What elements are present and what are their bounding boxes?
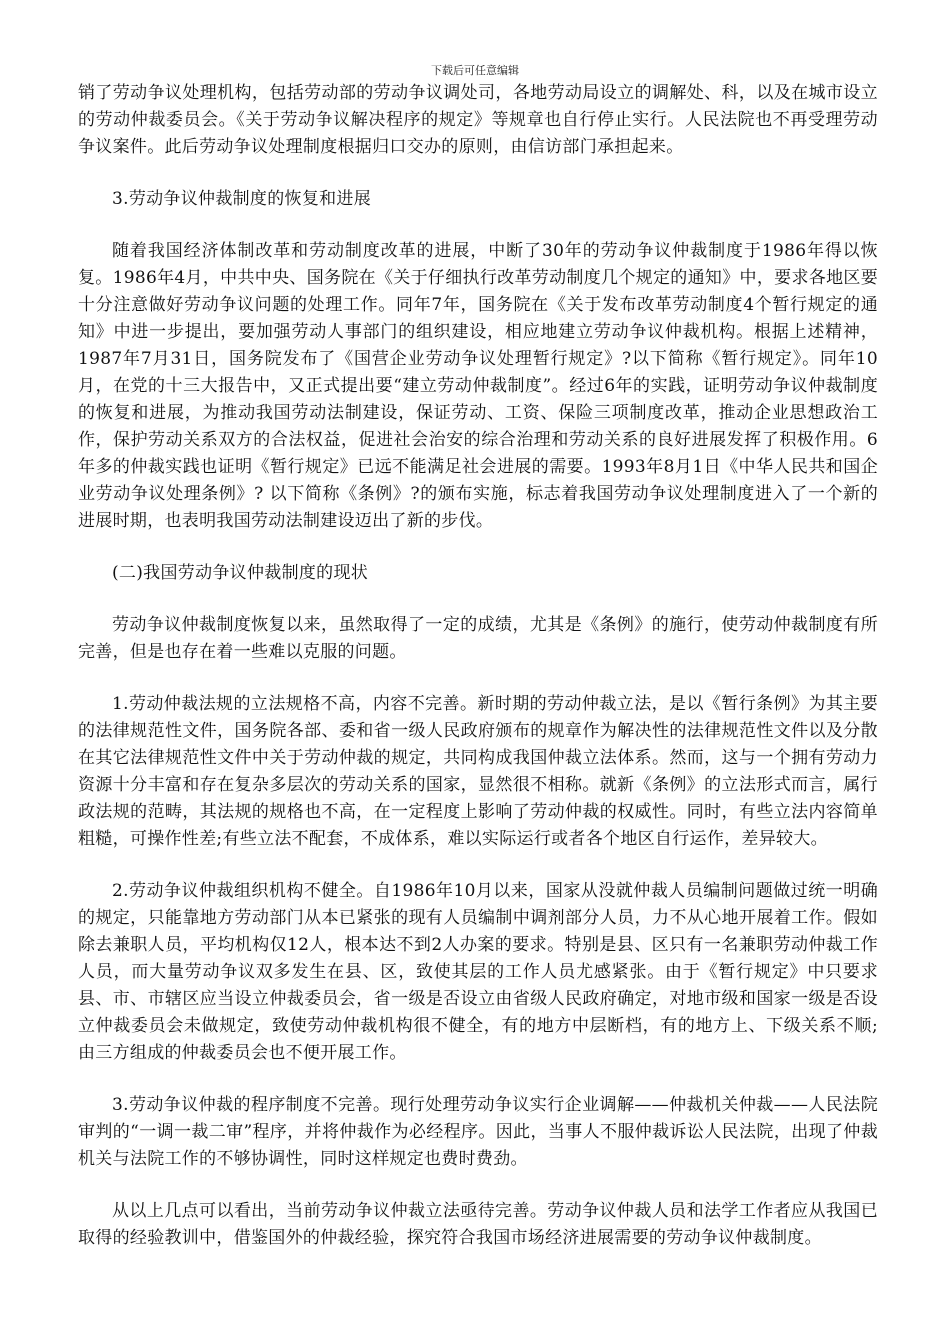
paragraph-conclusion: 从以上几点可以看出，当前劳动争议仲裁立法亟待完善。劳动争议仲裁人员和法学工作者应从我国已取得的经验教训中，借鉴国外的仲裁经验，探究符合我国市场经济进展需要的劳动争议仲裁制度。 (78, 1201, 878, 1248)
document-body (78, 80, 878, 1277)
paragraph-point-2: 2.劳动争议仲裁组织机构不健全。自1986年10月以来，国家从没就仲裁人员编制问题做过统一明确的规定，只能靠地方劳动部门从本已紧张的现有人员编制中调剂部分人员，力不从心地开展着工作。假如除去兼职人员，平均机构仅12人，根本达不到2人办案的要求。特别是县、区只有一名兼职劳动仲裁工作人员，而大量劳动争议双多发生在县、区，致使其层的工作人员尤感紧张。由于《暂行规定》中只要求县、市、市辖区应当设立仲裁委员会，省一级是否设立由省级人民政府确定，对地市级和国家一级是否设立仲裁委员会未做规定，致使劳动仲裁机构很不健全，有的地方中层断档，有的地方上、下级关系不顺;由三方组成的仲裁委员会也不便开展工作。 (78, 881, 878, 1063)
paragraph-point-3: 3.劳动争议仲裁的程序制度不完善。现行处理劳动争议实行企业调解——仲裁机关仲裁——人民法院审判的“一调一裁二审”程序，并将仲裁作为必经程序。因此，当事人不服仲裁诉讼人民法院，出现了仲裁机关与法院工作的不够协调性，同时这样规定也费时费劲。 (78, 1095, 878, 1169)
paragraph-recovery: 随着我国经济体制改革和劳动制度改革的进展，中断了30年的劳动争议仲裁制度于1986年得以恢复。1986年4月，中共中央、国务院在《关于仔细执行改革劳动制度几个规定的通知》中，要求各地区要十分注意做好劳动争议问题的处理工作。同年7年，国务院在《关于发布改革劳动制度4个暂行规定的通知》中进一步提出，要加强劳动人事部门的组织建设，相应地建立劳动争议仲裁机构。根据上述精神，1987年7月31日，国务院发布了《国营企业劳动争议处理暂行规定》?以下简称《暂行规定》。同年10月，在党的十三大报告中，又正式提出要“建立劳动仲裁制度”。经过6年的实践，证明劳动争议仲裁制度的恢复和进展，为推动我国劳动法制建设，保证劳动、工资、保险三项制度改革，推动企业思想政治工作，保护劳动关系双方的合法权益，促进社会治安的综合治理和劳动关系的良好进展发挥了积极作用。6年多的仲裁实践也证明《暂行规定》已远不能满足社会进展的需要。1993年8月1日《中华人民共和国企业劳动争议处理条例》? 以下简称《条例》?的颁布实施，标志着我国劳动争议处理制度进入了一个新的进展时期，也表明我国劳动法制建设迈出了新的步伐。 (78, 241, 878, 531)
page-header-note: 下载后可任意编辑 (431, 64, 519, 77)
section-heading-recovery: 3.劳动争议仲裁制度的恢复和进展 (112, 189, 372, 209)
paragraph-point-1: 1.劳动仲裁法规的立法规格不高，内容不完善。新时期的劳动仲裁立法，是以《暂行条例》为其主要的法律规范性文件，国务院各部、委和省一级人民政府颁布的规章作为解决性的法律规范性文件以及分散在其它法律规范性文件中关于劳动仲裁的规定，共同构成我国仲裁立法体系。然而，这与一个拥有劳动力资源十分丰富和存在复杂多层次的劳动关系的国家，显然很不相称。就新《条例》的立法形式而言，属行政法规的范畴，其法规的规格也不高，在一定程度上影响了劳动仲裁的权威性。同时，有些立法内容简单粗糙，可操作性差;有些立法不配套，不成体系，难以实际运行或者各个地区自行运作，差异较大。 (78, 694, 878, 849)
paragraph-continuation: 销了劳动争议处理机构，包括劳动部的劳动争议调处司，各地劳动局设立的调解处、科，以及在城市设立的劳动仲裁委员会。《关于劳动争议解决程序的规定》等规章也自行停止实行。人民法院也不再受理劳动争议案件。此后劳动争议处理制度根据归口交办的原则，由信访部门承担起来。 (78, 83, 878, 157)
paragraph-status-intro: 劳动争议仲裁制度恢复以来，虽然取得了一定的成绩，尤其是《条例》的施行，使劳动仲裁制度有所完善，但是也存在着一些难以克服的问题。 (78, 615, 878, 662)
section-heading-status: (二)我国劳动争议仲裁制度的现状 (112, 563, 369, 583)
